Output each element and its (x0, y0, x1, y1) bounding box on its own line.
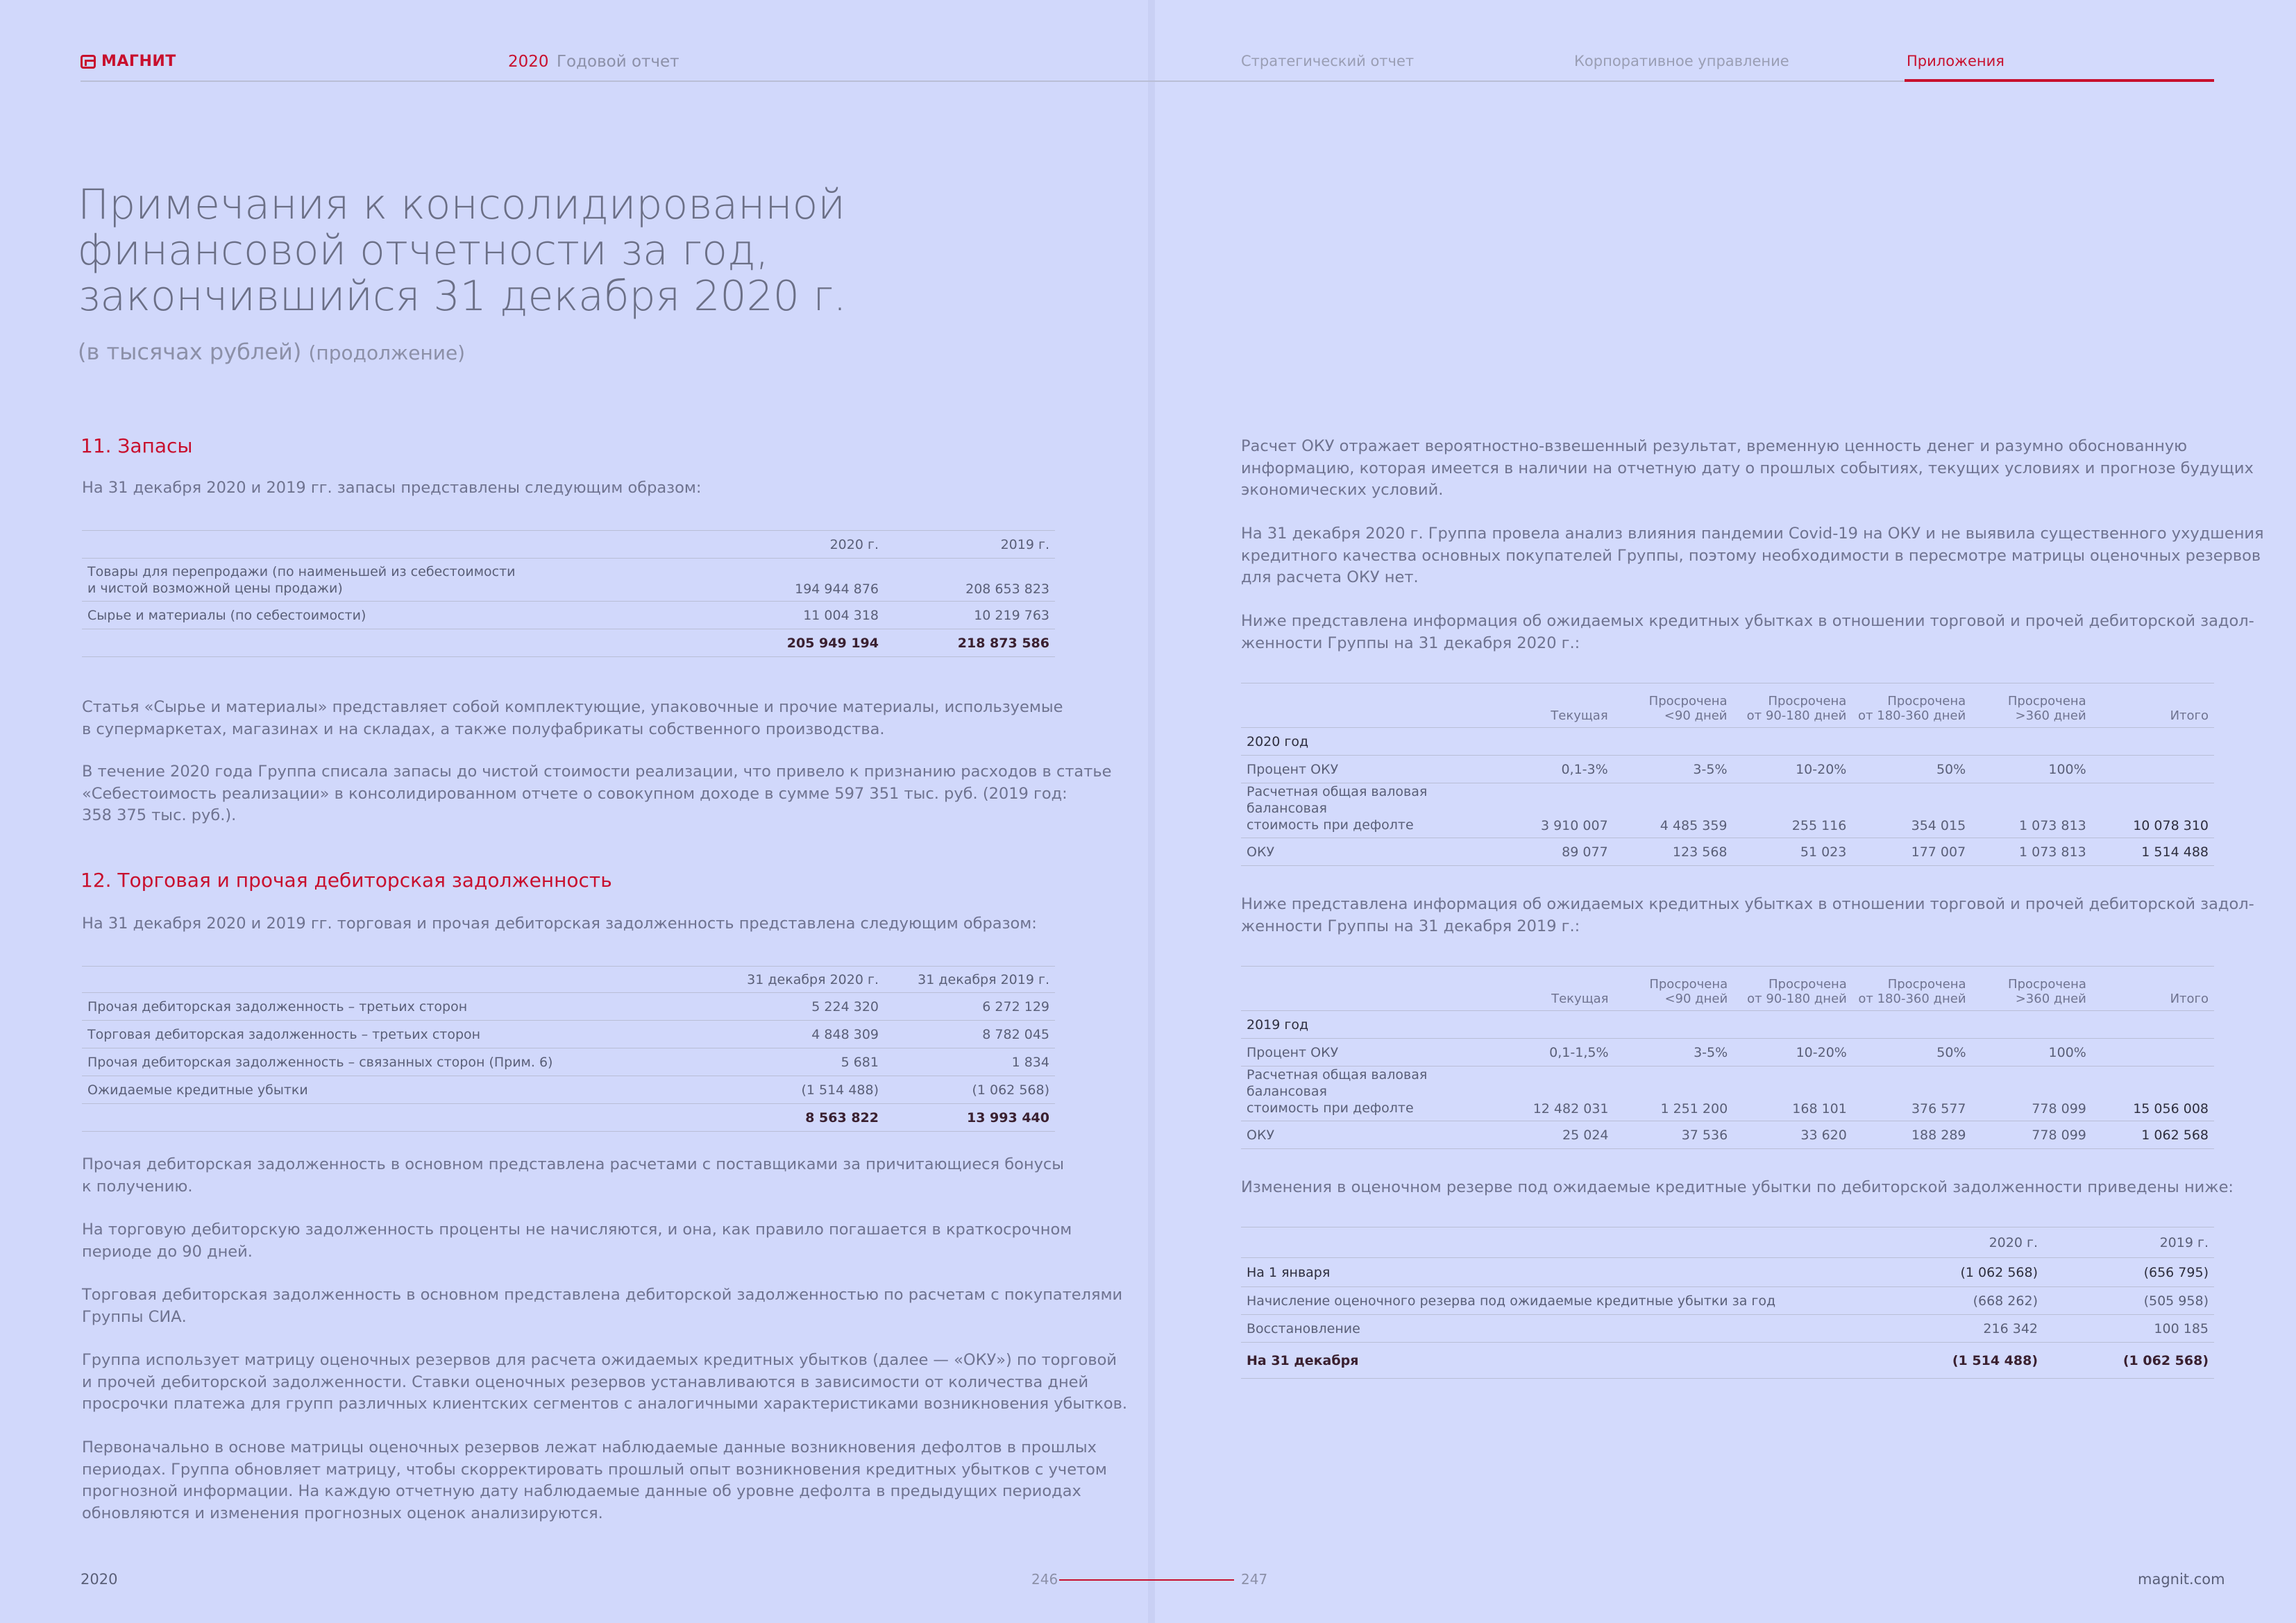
table-row (1241, 1287, 2214, 1315)
page-subtitle (78, 339, 465, 365)
nav-active-underline (1905, 79, 2214, 82)
total-2020: 8 563 822 (805, 1110, 879, 1125)
subtitle-continued: (продолжение) (308, 341, 466, 364)
cell-value: 3-5% (1614, 756, 1733, 783)
total-2019: (1 062 568) (2122, 1352, 2209, 1368)
cell-value: 12 482 031 (1498, 1067, 1614, 1121)
row-label-cont: и чистой возможной цены продажи) (87, 581, 343, 596)
text-line: На торговую дебиторскую задолженность проценты не начисляются, и она, как правило погашается в краткосрочном (82, 1221, 1072, 1239)
row-label: Расчетная общая валовая балансовая стоимость при дефолте (1241, 783, 1499, 838)
text-line: Ниже представлена информация об ожидаемых кредитных убытках в отношении торговой и прочей дебиторской задол- (1241, 612, 2254, 630)
text-line: На 31 декабря 2020 г. Группа провела анализ влияния пандемии Covid-19 на ОКУ и не выявила существенного ухудшения (1241, 525, 2264, 543)
cell-value: (1 062 568) (1880, 1258, 2043, 1287)
cell-value: 188 289 (1852, 1121, 1972, 1149)
cell-value: 4 485 359 (1614, 783, 1733, 838)
table-row (1241, 1121, 2214, 1149)
cell-value: 100% (1972, 1039, 2092, 1067)
cell-value: (505 958) (2043, 1287, 2214, 1315)
cell-value: 1 073 813 (1971, 838, 2092, 866)
text-line: к получению. (82, 1177, 193, 1196)
text-line: Торговая дебиторская задолженность в основном представлена дебиторской задолженностью по расчетам с покупателями (82, 1286, 1123, 1304)
table-row (1241, 1258, 2214, 1287)
header-year: 2020 (508, 53, 549, 71)
cell-value: 194 944 876 (720, 559, 884, 602)
spine (1148, 0, 1155, 1623)
cell-value: 778 099 (1972, 1121, 2092, 1149)
ecl-2019-table (1241, 966, 2214, 1149)
right-paragraph-5: Изменения в оценочном резерве под ожидаемые кредитные убытки по дебиторской задолженности приведены ниже: (1241, 1178, 2234, 1196)
total-2020: (1 514 488) (1952, 1352, 2038, 1368)
inventory-table (82, 530, 1055, 657)
row-label: Товары для перепродажи (по наименьшей из себестоимости (87, 564, 516, 579)
cell-value: 208 653 823 (884, 559, 1055, 602)
cell-value: 11 004 318 (720, 602, 884, 629)
magnit-logo[interactable] (81, 53, 176, 70)
col-overdue-360: Просрочена >360 дней (1971, 683, 2092, 728)
cell-value: (1 514 488) (720, 1076, 884, 1104)
title-line-1: Примечания к консолидированной (78, 180, 845, 229)
page-number-right: 247 (1241, 1571, 1268, 1588)
section-12-paragraph-4 (82, 1350, 1127, 1416)
col-2019: 31 декабря 2019 г. (884, 967, 1055, 993)
row-label: Расчетная общая валовая балансовая стоимость при дефолте (1241, 1067, 1498, 1121)
cell-value: 354 015 (1852, 783, 1971, 838)
row-label: На 31 декабря (1247, 1352, 1359, 1368)
row-label: Ожидаемые кредитные убытки (82, 1076, 720, 1104)
year-label: 2019 год (1241, 1011, 2214, 1039)
table-row (1241, 1315, 2214, 1343)
section-12-paragraph-3 (82, 1284, 1122, 1328)
cell-value: 6 272 129 (884, 993, 1055, 1021)
cell-value: 778 099 (1972, 1067, 2092, 1121)
table-row (82, 559, 1055, 602)
receivables-table (82, 966, 1055, 1132)
right-paragraph-1 (1241, 436, 2254, 502)
row-label: ОКУ (1241, 1121, 1498, 1149)
row-label: Торговая дебиторская задолженность – третьих сторон (82, 1021, 720, 1048)
text-line: периоде до 90 дней. (82, 1242, 253, 1261)
row-label: Начисление оценочного резерва под ожидаемые кредитные убытки за год (1241, 1287, 1880, 1315)
year-label: 2020 год (1241, 728, 2214, 756)
cell-value: 10-20% (1733, 756, 1852, 783)
cell-value: 1 073 813 (1971, 783, 2092, 838)
nav-corporate-governance[interactable]: Корпоративное управление (1574, 53, 1789, 69)
title-line-3: закончившийся 31 декабря 2020 г. (78, 272, 847, 321)
text-line: в супермаркетах, магазинах и на складах, а также полуфабрикаты собственного производства. (82, 720, 885, 738)
table-row (1241, 1067, 2214, 1121)
total-2019: 13 993 440 (967, 1110, 1049, 1125)
text-line: экономических условий. (1241, 481, 1444, 499)
section-11-paragraph-1 (82, 697, 1063, 740)
cell-value: 123 568 (1614, 838, 1733, 866)
table-row (82, 1076, 1055, 1104)
cell-value (2092, 1039, 2214, 1067)
col-2019: 2019 г. (884, 531, 1055, 559)
col-overdue-360: Просрочена >360 дней (1972, 967, 2092, 1011)
cell-value: 1 834 (884, 1048, 1055, 1076)
col-current: Текущая (1499, 683, 1614, 728)
magnit-logo-icon (81, 55, 96, 69)
section-12-paragraph-2 (82, 1219, 1072, 1263)
table-row (1241, 838, 2214, 866)
table-row (82, 1048, 1055, 1076)
text-line: Группа использует матрицу оценочных резервов для расчета ожидаемых кредитных убытков (далее — «ОКУ») по торговой (82, 1351, 1117, 1369)
header-divider (81, 80, 2214, 82)
table-total-row (82, 629, 1055, 657)
section-12-paragraph-1 (82, 1154, 1064, 1198)
row-label: Прочая дебиторская задолженность – третьих сторон (82, 993, 720, 1021)
text-line: прогнозной информации. На каждую отчетную дату наблюдаемые данные об уровне дефолта в предыдущих периодах (82, 1482, 1081, 1500)
text-line: информацию, которая имеется в наличии на отчетную дату о прошлых событиях, текущих условиях и прогнозе будущих (1241, 459, 2254, 477)
col-overdue-90-180: Просрочена от 90-180 дней (1733, 683, 1852, 728)
cell-value: 168 101 (1733, 1067, 1852, 1121)
logo-text: МАГНИТ (101, 53, 176, 70)
table-total-row (82, 1104, 1055, 1132)
row-label: ОКУ (1241, 838, 1499, 866)
row-label: На 1 января (1241, 1258, 1880, 1287)
col-2019: 2019 г. (2043, 1227, 2214, 1258)
subtitle-units: (в тысячах рублей) (78, 339, 302, 365)
footer-website-link[interactable]: magnit.com (2138, 1571, 2225, 1588)
col-total: Итого (2092, 683, 2214, 728)
col-current: Текущая (1498, 967, 1614, 1011)
cell-value: 89 077 (1499, 838, 1614, 866)
ecl-2020-table (1241, 683, 2214, 866)
row-label: Восстановление (1241, 1315, 1880, 1343)
text-line: Расчет ОКУ отражает вероятностно-взвешенный результат, временную ценность денег и разумно обоснованную (1241, 437, 2188, 455)
cell-value: 3-5% (1614, 1039, 1734, 1067)
table-total-row (1241, 1343, 2214, 1379)
cell-value: 33 620 (1733, 1121, 1852, 1149)
col-overdue-90: Просрочена <90 дней (1614, 967, 1734, 1011)
cell-value: 177 007 (1852, 838, 1971, 866)
text-line: обновляются и изменения прогнозных оценок анализируются. (82, 1504, 603, 1522)
cell-value: 1 062 568 (2092, 1121, 2214, 1149)
text-line: В течение 2020 года Группа списала запасы до чистой стоимости реализации, что привело к признанию расходов в статье (82, 763, 1112, 781)
cell-value: (668 262) (1880, 1287, 2043, 1315)
cell-value: 100 185 (2043, 1315, 2214, 1343)
col-overdue-180-360: Просрочена от 180-360 дней (1852, 967, 1972, 1011)
total-2019: 218 873 586 (957, 635, 1049, 651)
text-line: Прочая дебиторская задолженность в основном представлена расчетами с поставщиками за причитающиеся бонусы (82, 1155, 1065, 1173)
ecl-movement-table (1241, 1227, 2214, 1379)
cell-value: 1 514 488 (2092, 838, 2214, 866)
footer-year: 2020 (81, 1571, 118, 1588)
cell-value: 376 577 (1852, 1067, 1972, 1121)
col-2020: 2020 г. (1880, 1227, 2043, 1258)
col-overdue-180-360: Просрочена от 180-360 дней (1852, 683, 1971, 728)
text-line: просрочки платежа для групп различных клиентских сегментов с аналогичными характеристиками возникновения убытков. (82, 1395, 1128, 1413)
text-line: и прочей дебиторской задолженности. Ставки оценочных резервов устанавливаются в зависимости от количества дней (82, 1373, 1089, 1391)
cell-value: 51 023 (1733, 838, 1852, 866)
text-line: периодах. Группа обновляет матрицу, чтобы скорректировать прошлый опыт возникновения кредитных убытков с учетом (82, 1460, 1107, 1479)
text-line: женности Группы на 31 декабря 2020 г.: (1241, 634, 1580, 652)
page-number-divider (1059, 1579, 1234, 1581)
col-2020: 2020 г. (720, 531, 884, 559)
text-line: для расчета ОКУ нет. (1241, 568, 1419, 586)
table-row (82, 1021, 1055, 1048)
cell-value: 10-20% (1733, 1039, 1852, 1067)
cell-value: 5 681 (720, 1048, 884, 1076)
row-label: Процент ОКУ (1241, 1039, 1498, 1067)
text-line: кредитного качества основных покупателей Группы, поэтому необходимости в пересмотре матрицы оценочных резервов (1241, 546, 2261, 565)
cell-value: 5 224 320 (720, 993, 884, 1021)
table-row (1241, 756, 2214, 783)
section-11-paragraph-2 (82, 761, 1111, 827)
text-line: Группы СИА. (82, 1307, 187, 1326)
cell-value: 50% (1852, 756, 1971, 783)
text-line: Ниже представлена информация об ожидаемых кредитных убытках в отношении торговой и прочей дебиторской задол- (1241, 895, 2254, 913)
nav-appendices[interactable]: Приложения (1907, 53, 2004, 69)
cell-value: 10 219 763 (884, 602, 1055, 629)
row-label: Процент ОКУ (1241, 756, 1499, 783)
table-row (82, 993, 1055, 1021)
col-overdue-90-180: Просрочена от 90-180 дней (1733, 967, 1852, 1011)
title-line-2: финансовой отчетности за год, (78, 226, 769, 275)
text-line: 358 375 тыс. руб.). (82, 806, 237, 824)
text-line: Статья «Сырье и материалы» представляет собой комплектующие, упаковочные и прочие материалы, используемые (82, 698, 1063, 716)
section-12-title: 12. Торговая и прочая дебиторская задолженность (81, 869, 612, 892)
page-title (78, 182, 980, 319)
header-report-title: Годовой отчет (557, 53, 679, 71)
right-paragraph-4 (1241, 894, 2254, 937)
page-number-left: 246 (1031, 1571, 1058, 1588)
text-line: «Себестоимость реализации» в консолидированном отчете о совокупном доходе в сумме 597 351 тыс. руб. (2019 год: (82, 784, 1067, 803)
cell-value: 37 536 (1614, 1121, 1734, 1149)
cell-value: 255 116 (1733, 783, 1852, 838)
cell-value: 8 782 045 (884, 1021, 1055, 1048)
section-12-intro: На 31 декабря 2020 и 2019 гг. торговая и прочая дебиторская задолженность представлена следующим образом: (82, 915, 1037, 933)
text-line: Первоначально в основе матрицы оценочных резервов лежат наблюдаемые данные возникновения дефолтов в прошлых (82, 1438, 1097, 1456)
row-label: Сырье и материалы (по себестоимости) (82, 602, 720, 629)
table-row (1241, 1039, 2214, 1067)
cell-value: 1 251 200 (1614, 1067, 1734, 1121)
table-row (1241, 783, 2214, 838)
cell-value: 3 910 007 (1499, 783, 1614, 838)
row-label: Прочая дебиторская задолженность – связанных сторон (Прим. 6) (82, 1048, 720, 1076)
cell-value: (656 795) (2043, 1258, 2214, 1287)
cell-value (2092, 756, 2214, 783)
cell-value: 0,1-3% (1499, 756, 1614, 783)
cell-value: 15 056 008 (2092, 1067, 2214, 1121)
cell-value: 50% (1852, 1039, 1972, 1067)
section-11-title: 11. Запасы (81, 434, 193, 457)
cell-value: 100% (1971, 756, 2092, 783)
right-paragraph-2 (1241, 523, 2264, 589)
cell-value: 4 848 309 (720, 1021, 884, 1048)
cell-value: (1 062 568) (884, 1076, 1055, 1104)
table-row (82, 602, 1055, 629)
cell-value: 10 078 310 (2092, 783, 2214, 838)
cell-value: 0,1-1,5% (1498, 1039, 1614, 1067)
col-total: Итого (2092, 967, 2214, 1011)
section-11-intro: На 31 декабря 2020 и 2019 гг. запасы представлены следующим образом: (82, 479, 702, 497)
right-paragraph-3 (1241, 611, 2254, 654)
table-header-blank (82, 531, 720, 559)
section-12-paragraph-5 (82, 1437, 1107, 1524)
cell-value: 25 024 (1498, 1121, 1614, 1149)
cell-value: 216 342 (1880, 1315, 2043, 1343)
text-line: женности Группы на 31 декабря 2019 г.: (1241, 917, 1580, 935)
nav-strategic-report[interactable]: Стратегический отчет (1241, 53, 1415, 69)
col-2020: 31 декабря 2020 г. (720, 967, 884, 993)
col-overdue-90: Просрочена <90 дней (1614, 683, 1733, 728)
total-2020: 205 949 194 (786, 635, 879, 651)
